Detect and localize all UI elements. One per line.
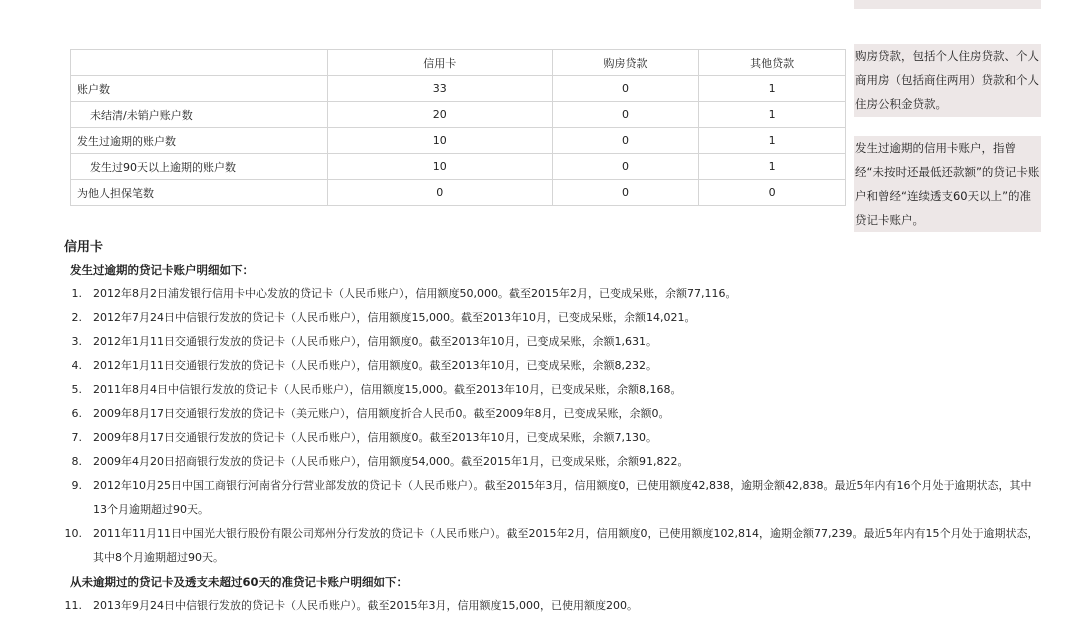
item-number: 8. xyxy=(71,455,82,468)
cell-value: 1 xyxy=(699,76,846,102)
item-number: 11. xyxy=(64,599,82,612)
table-row xyxy=(71,76,846,102)
item-number: 7. xyxy=(71,431,82,444)
item-number: 1. xyxy=(71,287,82,300)
housing-loan-note: 购房贷款，包括个人住房贷款、个人商用房（包括商住两用）贷款和个人住房公积金贷款。 xyxy=(854,44,1041,117)
item-number: 9. xyxy=(71,479,82,492)
cell-value: 10 xyxy=(327,128,552,154)
header-blank xyxy=(71,50,328,76)
table-row xyxy=(71,102,846,128)
cell-value: 0 xyxy=(552,102,699,128)
cell-value: 20 xyxy=(327,102,552,128)
item-text: 2009年4月20日招商银行发放的贷记卡（人民币账户），信用额度54,000。截至2015年1月，已变成呆账，余额91,822。 xyxy=(93,455,689,468)
row-label: 发生过逾期的账户数 xyxy=(71,128,328,154)
top-note-fragment xyxy=(854,0,1041,9)
item-text: 2012年7月24日中信银行发放的贷记卡（人民币账户），信用额度15,000。截至2013年10月，已变成呆账，余额14,021。 xyxy=(93,311,696,324)
item-text: 2012年1月11日交通银行发放的贷记卡（人民币账户），信用额度0。截至2013年10月，已变成呆账，余额8,232。 xyxy=(93,359,657,372)
item-number: 4. xyxy=(71,359,82,372)
header-housing-loan: 购房贷款 xyxy=(552,50,699,76)
header-credit-card: 信用卡 xyxy=(327,50,552,76)
item-text: 2012年10月25日中国工商银行河南省分行营业部发放的贷记卡（人民币账户）。截至2015年3月，信用额度0，已使用额度42,838，逾期金额42,838。最近5年内有16个月处于逾期状态，其中13个月逾期超过90天。 xyxy=(93,479,1032,516)
table-row xyxy=(71,154,846,180)
list-item xyxy=(64,426,1044,450)
cell-value: 0 xyxy=(327,180,552,206)
account-summary-table xyxy=(70,49,846,206)
table-header-row xyxy=(71,50,846,76)
item-number: 6. xyxy=(71,407,82,420)
row-label: 未结清/未销户账户数 xyxy=(71,102,328,128)
overdue-card-note: 发生过逾期的信用卡账户，指曾经“未按时还最低还款额”的贷记卡账户和曾经“连续透支60天以上”的准贷记卡账户。 xyxy=(854,136,1041,232)
item-text: 2011年11月11日中国光大银行股份有限公司郑州分行发放的贷记卡（人民币账户）。截至2015年2月，信用额度0，已使用额度102,814，逾期金额77,239。最近5年内有15个月处于逾期状态，其中8个月逾期超过90天。 xyxy=(93,527,1039,564)
normal-accounts-list xyxy=(64,594,1044,618)
item-text: 2013年9月24日中信银行发放的贷记卡（人民币账户）。截至2015年3月，信用额度15,000，已使用额度200。 xyxy=(93,599,638,612)
item-number: 2. xyxy=(71,311,82,324)
cell-value: 33 xyxy=(327,76,552,102)
table-row xyxy=(71,180,846,206)
list-item xyxy=(64,522,1044,570)
list-item xyxy=(64,354,1044,378)
section-title-credit-card: 信用卡 xyxy=(64,240,104,255)
cell-value: 1 xyxy=(699,128,846,154)
list-item xyxy=(64,450,1044,474)
list-item xyxy=(64,306,1044,330)
item-number: 10. xyxy=(64,527,82,540)
list-item xyxy=(64,282,1044,306)
list-item xyxy=(64,330,1044,354)
cell-value: 0 xyxy=(552,128,699,154)
cell-value: 0 xyxy=(552,76,699,102)
item-text: 2009年8月17日交通银行发放的贷记卡（美元账户），信用额度折合人民币0。截至2009年8月，已变成呆账，余额0。 xyxy=(93,407,670,420)
row-label: 发生过90天以上逾期的账户数 xyxy=(71,154,328,180)
table-row xyxy=(71,128,846,154)
cell-value: 1 xyxy=(699,102,846,128)
row-label: 为他人担保笔数 xyxy=(71,180,328,206)
cell-value: 1 xyxy=(699,154,846,180)
cell-value: 0 xyxy=(699,180,846,206)
overdue-accounts-list xyxy=(64,282,1044,570)
item-text: 2012年8月2日浦发银行信用卡中心发放的贷记卡（人民币账户），信用额度50,000。截至2015年2月，已变成呆账，余额77,116。 xyxy=(93,287,737,300)
overdue-accounts-heading: 发生过逾期的贷记卡账户明细如下： xyxy=(70,263,254,277)
normal-accounts-heading: 从未逾期过的贷记卡及透支未超过60天的准贷记卡账户明细如下： xyxy=(70,575,408,589)
list-item xyxy=(64,402,1044,426)
header-other-loan: 其他贷款 xyxy=(699,50,846,76)
cell-value: 10 xyxy=(327,154,552,180)
list-item xyxy=(64,474,1044,522)
item-number: 3. xyxy=(71,335,82,348)
item-text: 2009年8月17日交通银行发放的贷记卡（人民币账户），信用额度0。截至2013年10月，已变成呆账，余额7,130。 xyxy=(93,431,657,444)
cell-value: 0 xyxy=(552,154,699,180)
row-label: 账户数 xyxy=(71,76,328,102)
item-number: 5. xyxy=(71,383,82,396)
item-text: 2012年1月11日交通银行发放的贷记卡（人民币账户），信用额度0。截至2013年10月，已变成呆账，余额1,631。 xyxy=(93,335,657,348)
item-text: 2011年8月4日中信银行发放的贷记卡（人民币账户），信用额度15,000。截至2013年10月，已变成呆账，余额8,168。 xyxy=(93,383,682,396)
cell-value: 0 xyxy=(552,180,699,206)
list-item xyxy=(64,594,1044,618)
list-item xyxy=(64,378,1044,402)
